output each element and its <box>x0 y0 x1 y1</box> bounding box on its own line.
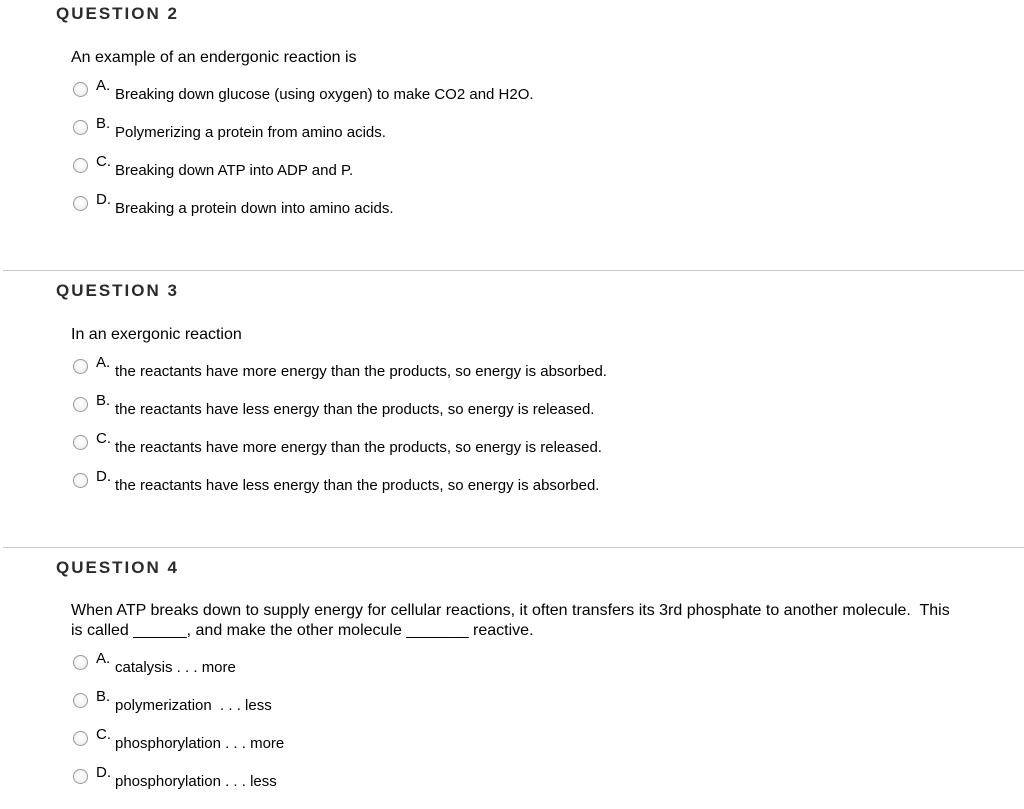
option-letter: D. <box>96 468 111 485</box>
option-text: phosphorylation . . . less <box>115 773 277 790</box>
option-text: the reactants have more energy than the products, so energy is absorbed. <box>115 363 607 380</box>
radio-button[interactable] <box>73 769 88 784</box>
section-divider <box>3 270 1024 271</box>
radio-button[interactable] <box>73 731 88 746</box>
option-d[interactable] <box>73 765 973 789</box>
option-letter: B. <box>96 392 111 409</box>
option-c[interactable] <box>73 431 973 455</box>
radio-button[interactable] <box>73 655 88 670</box>
option-letter: A. <box>96 354 111 371</box>
option-text: phosphorylation . . . more <box>115 735 285 752</box>
option-text: the reactants have less energy than the products, so energy is released. <box>115 401 595 418</box>
option-letter: C. <box>96 153 111 170</box>
question-text <box>71 601 1001 641</box>
question-heading: QUESTION 3 <box>56 281 179 300</box>
option-text: Breaking a protein down into amino acids. <box>115 200 394 217</box>
option-letter: D. <box>96 191 111 208</box>
radio-button[interactable] <box>73 397 88 412</box>
option-b[interactable] <box>73 116 973 140</box>
option-c[interactable] <box>73 154 973 178</box>
radio-button[interactable] <box>73 693 88 708</box>
question-text-line: is called ______, and make the other molecule _______ reactive. <box>71 622 534 639</box>
radio-button[interactable] <box>73 435 88 450</box>
radio-button[interactable] <box>73 158 88 173</box>
radio-button[interactable] <box>73 359 88 374</box>
option-letter: B. <box>96 688 111 705</box>
option-d[interactable] <box>73 469 973 493</box>
option-letter: D. <box>96 764 111 781</box>
radio-button[interactable] <box>73 473 88 488</box>
option-c[interactable] <box>73 727 973 751</box>
option-d[interactable] <box>73 192 973 216</box>
question-text-line: When ATP breaks down to supply energy for cellular reactions, it often transfers its 3rd phosphate to another molecule. This <box>71 602 950 619</box>
option-text: Breaking down glucose (using oxygen) to make CO2 and H2O. <box>115 86 534 103</box>
radio-button[interactable] <box>73 120 88 135</box>
option-text: Polymerizing a protein from amino acids. <box>115 124 386 141</box>
radio-button[interactable] <box>73 82 88 97</box>
option-letter: C. <box>96 430 111 447</box>
option-text: Breaking down ATP into ADP and P. <box>115 162 354 179</box>
radio-button[interactable] <box>73 196 88 211</box>
option-letter: C. <box>96 726 111 743</box>
option-a[interactable] <box>73 78 973 102</box>
option-letter: A. <box>96 650 111 667</box>
question-text: In an exergonic reaction <box>71 326 242 343</box>
option-b[interactable] <box>73 689 973 713</box>
section-divider <box>3 547 1024 548</box>
question-heading: QUESTION 2 <box>56 4 179 23</box>
option-text: the reactants have less energy than the products, so energy is absorbed. <box>115 477 600 494</box>
option-text: catalysis . . . more <box>115 659 236 676</box>
question-heading: QUESTION 4 <box>56 558 179 577</box>
question-text: An example of an endergonic reaction is <box>71 49 357 66</box>
option-text: the reactants have more energy than the products, so energy is released. <box>115 439 602 456</box>
option-letter: A. <box>96 77 111 94</box>
option-a[interactable] <box>73 355 973 379</box>
option-text: polymerization . . . less <box>115 697 272 714</box>
option-letter: B. <box>96 115 111 132</box>
option-b[interactable] <box>73 393 973 417</box>
option-a[interactable] <box>73 651 973 675</box>
